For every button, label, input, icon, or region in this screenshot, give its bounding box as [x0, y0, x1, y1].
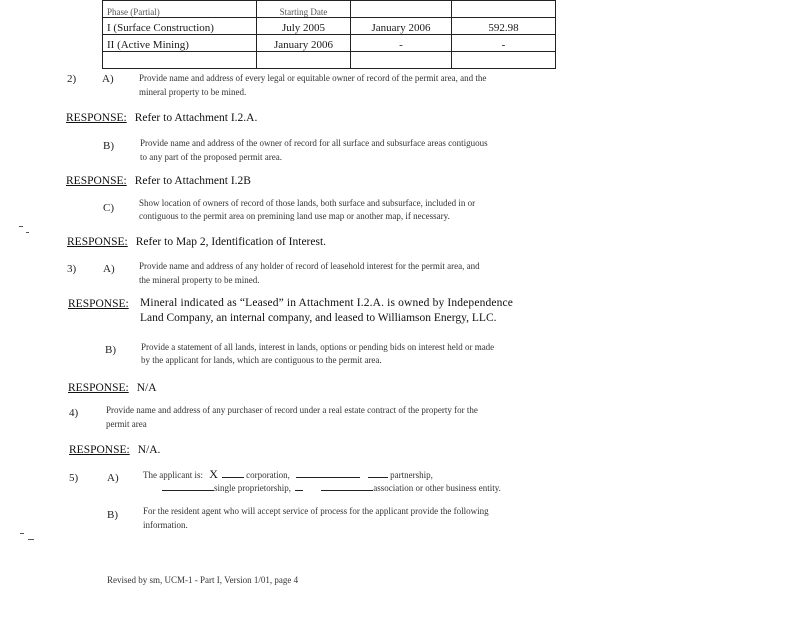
partnership-blank[interactable]: [296, 467, 360, 478]
item-number: 3): [67, 263, 77, 275]
response-text: Mineral indicated as “Leased” in Attachment I.2.A. is owned by Independence: [140, 297, 514, 309]
scan-mark: [20, 533, 24, 534]
question-line: Provide name and address of any purchaser of record under a real estate contract of the property for the: [106, 405, 478, 415]
table-row: [103, 35, 556, 52]
response-2a: [66, 112, 257, 124]
response-text: Refer to Attachment I.2.A.: [134, 112, 258, 124]
response-2c: [67, 236, 326, 248]
item-letter: A): [102, 73, 114, 85]
phase-cell: II (Active Mining): [103, 35, 257, 52]
item-letter: C): [103, 202, 114, 214]
amount-cell: 592.98: [452, 18, 556, 35]
item-letter: A): [103, 263, 115, 275]
end-cell: January 2006: [351, 18, 452, 35]
response-text: Refer to Attachment I.2B: [134, 175, 251, 187]
response-text: Refer to Map 2, Identification of Interest.: [135, 236, 327, 248]
item-number: 2): [67, 73, 77, 85]
proprietorship-label: single proprietorship,: [214, 483, 291, 493]
question-line: Provide a statement of all lands, interest in lands, options or pending bids on interest held or made: [141, 342, 495, 352]
response-3b: [68, 382, 157, 394]
page-footer: Revised by sm, UCM-1 - Part I, Version 1/01, page 4: [107, 575, 299, 585]
question-line: Provide name and address of any holder of record of leasehold interest for the permit area, and: [139, 261, 480, 271]
response-text: N/A.: [137, 444, 161, 456]
start-cell: January 2006: [257, 35, 351, 52]
item-letter: A): [107, 472, 119, 484]
question-line: contiguous to the permit area on premining land use map or another map, if necessary.: [139, 211, 450, 221]
question-line: information.: [143, 520, 188, 530]
question-line: For the resident agent who will accept service of process for the applicant provide the following: [143, 506, 489, 516]
end-cell: [351, 52, 452, 69]
response-label: RESPONSE:: [66, 112, 127, 124]
phase-cell: I (Surface Construction): [103, 18, 257, 35]
corporation-label: corporation,: [246, 470, 290, 480]
association-label: association or other business entity.: [373, 483, 501, 493]
start-cell: July 2005: [257, 18, 351, 35]
start-cell: [257, 52, 351, 69]
question-line: to any part of the proposed permit area.: [140, 152, 282, 162]
corporation-mark: X: [209, 467, 218, 481]
amount-cell: -: [452, 35, 556, 52]
question-line: the mineral property to be mined.: [139, 275, 260, 285]
item-number: 5): [69, 472, 79, 484]
end-cell: -: [351, 35, 452, 52]
header-cell: Phase (Partial): [103, 1, 257, 18]
phase-cell: [103, 52, 257, 69]
response-text: N/A: [136, 382, 157, 394]
header-cell: [452, 1, 556, 18]
question-line: Provide name and address of every legal or equitable owner of record of the permit area, and the: [139, 73, 487, 83]
proprietorship-blank[interactable]: [162, 480, 214, 491]
scan-mark: [19, 226, 23, 227]
response-label: RESPONSE:: [66, 175, 127, 187]
corporation-blank[interactable]: [222, 467, 244, 478]
question-line: mineral property to be mined.: [139, 87, 247, 97]
applicant-prefix: The applicant is:: [143, 470, 203, 480]
question-line: permit area: [106, 419, 147, 429]
table-row: [103, 18, 556, 35]
partnership-label: partnership,: [390, 470, 433, 480]
response-text: Land Company, an internal company, and leased to Williamson Energy, LLC.: [140, 312, 497, 324]
item-letter: B): [103, 140, 114, 152]
partnership-blank-2[interactable]: [368, 467, 388, 478]
phase-table: [102, 0, 556, 69]
response-label: RESPONSE:: [69, 444, 130, 456]
applicant-type-line-2: [162, 480, 501, 495]
table-header-row: [103, 1, 556, 18]
item-number: 4): [69, 407, 79, 419]
question-line: Provide name and address of the owner of record for all surface and subsurface areas contiguous: [140, 138, 488, 148]
response-2b: [66, 175, 251, 187]
header-cell: Starting Date: [257, 1, 351, 18]
association-blank[interactable]: [295, 480, 303, 491]
scan-mark: [28, 539, 34, 540]
question-line: Show location of owners of record of those lands, both surface and subsurface, included in or: [139, 198, 476, 208]
item-letter: B): [105, 344, 116, 356]
response-label: RESPONSE:: [67, 236, 128, 248]
association-blank-2[interactable]: [321, 480, 373, 491]
table-row: [103, 52, 556, 69]
response-4: [69, 444, 160, 456]
header-cell: [351, 1, 452, 18]
amount-cell: [452, 52, 556, 69]
scan-mark: [26, 232, 29, 233]
response-label: RESPONSE:: [68, 298, 129, 310]
question-line: by the applicant for lands, which are contiguous to the permit area.: [141, 355, 382, 365]
item-letter: B): [107, 509, 118, 521]
response-label: RESPONSE:: [68, 382, 129, 394]
